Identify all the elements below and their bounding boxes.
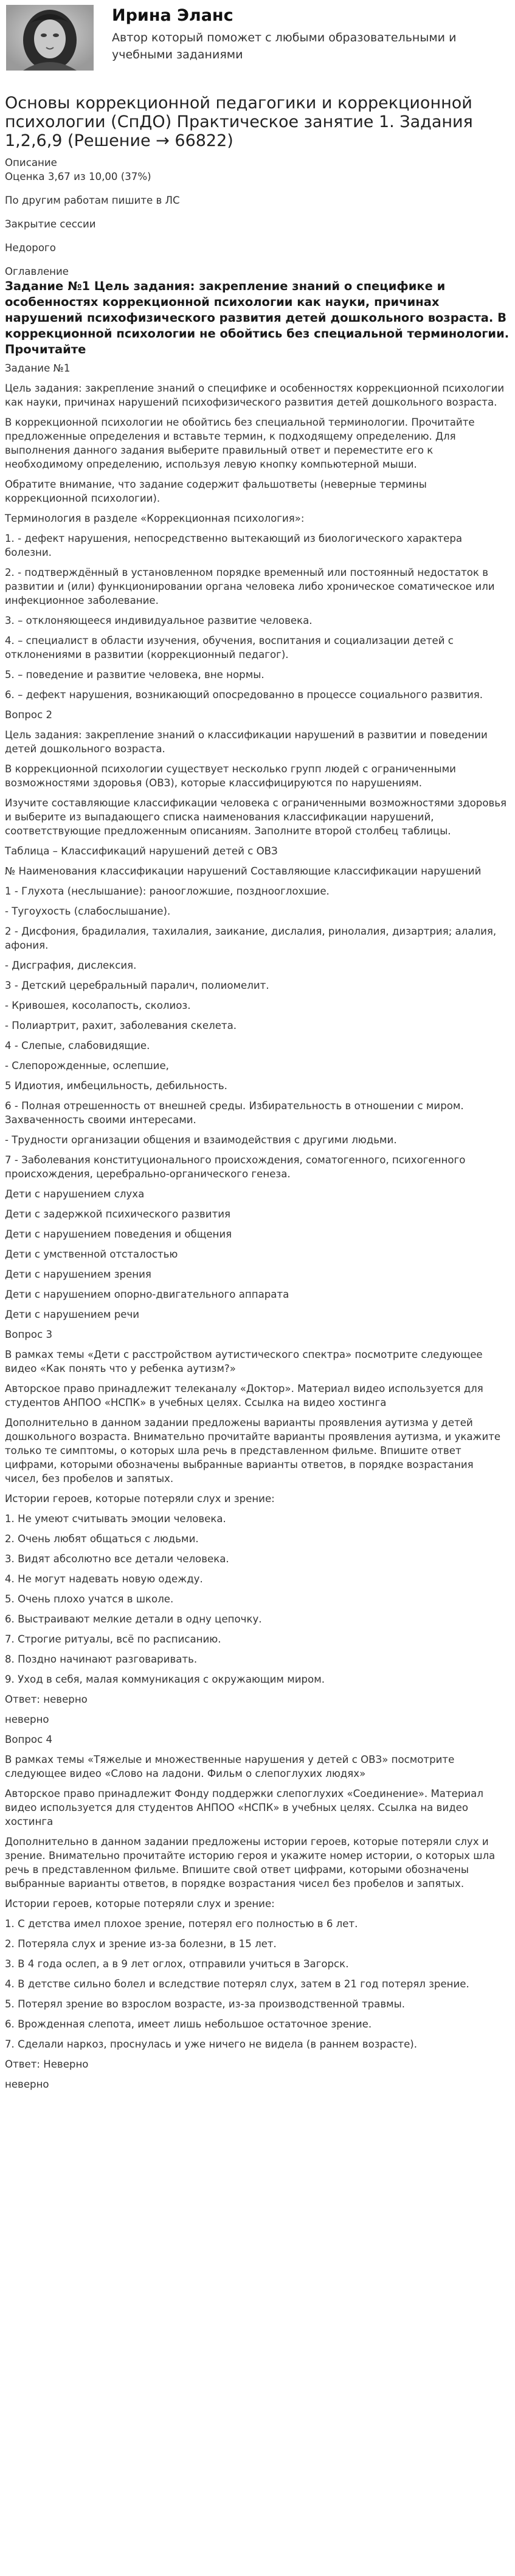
body-paragraph: Дети с умственной отсталостью — [5, 1248, 178, 1260]
contact-note: По другим работам пишите в ЛС — [5, 195, 180, 206]
body-paragraph: В коррекционной психологии существует несколько групп людей с ограниченными возможностями здоровья (ОВЗ), которые классифицируются по нарушениям. — [5, 763, 456, 789]
author-name[interactable]: Ирина Эланс — [112, 6, 233, 25]
author-description — [112, 29, 456, 63]
body-paragraph: 3. В 4 года ослеп, а в 9 лет оглох, отправили учиться в Загорск. — [5, 1958, 349, 1970]
body-paragraph: 3. – отклоняющееся индивидуальное развитие человека. — [5, 615, 313, 626]
body-paragraph: 6. – дефект нарушения, возникающий опосредованно в процессе социального развития. — [5, 689, 483, 701]
body-paragraph: В рамках темы «Тяжелые и множественные нарушения у детей с ОВЗ» посмотрите следующее видео «Слово на ладони. Фильм о слепоглухих людях» — [5, 1754, 455, 1779]
body-paragraph: 6. Врожденная слепота, имеет лишь небольшое остаточное зрение. — [5, 2018, 372, 2030]
author-avatar[interactable] — [6, 5, 94, 71]
body-paragraph: Задание №1 — [5, 362, 71, 374]
body-paragraph: 2 - Дисфония, брадилалия, тахилалия, заикание, дислалия, ринолалия, дизартрия; алалия, афония. — [5, 926, 497, 951]
body-paragraph: неверно — [5, 1714, 49, 1725]
body-paragraph: - Тугоухость (слабослышание). — [5, 905, 171, 917]
body-paragraph: 5 Идиотия, имбецильность, дебильность. — [5, 1080, 227, 1092]
body-paragraph: Дети с нарушением слуха — [5, 1188, 145, 1200]
body-paragraph: В рамках темы «Дети с расстройством аутистического спектра» посмотрите следующее видео «Как понять что у ребенка аутизм?» — [5, 1349, 483, 1374]
body-paragraph: Дети с нарушением опорно-двигательного аппарата — [5, 1289, 289, 1300]
price-label: Недорого — [5, 242, 56, 254]
body-paragraph: неверно — [5, 2079, 49, 2090]
document-body — [5, 361, 510, 2091]
body-paragraph: Ответ: неверно — [5, 1694, 88, 1705]
body-paragraph: 7. Строгие ритуалы, всё по расписанию. — [5, 1633, 221, 1645]
body-paragraph: 6. Выстраивают мелкие детали в одну цепочку. — [5, 1613, 262, 1625]
body-paragraph: 6 - Полная отрешенность от внешней среды. Избирательность в отношении с миром. Захваченность своими интересами. — [5, 1100, 464, 1126]
body-paragraph: - Дисграфия, дислексия. — [5, 960, 137, 971]
body-paragraph: - Кривошея, косолапость, сколиоз. — [5, 1000, 191, 1011]
body-paragraph: 3 - Детский церебральный паралич, полиомелит. — [5, 980, 269, 991]
author-header — [5, 0, 510, 73]
body-paragraph: Истории героев, которые потеряли слух и зрение: — [5, 1493, 275, 1504]
body-paragraph: Таблица – Классификаций нарушений детей с ОВЗ — [5, 845, 278, 857]
body-paragraph: 2. Потеряла слух и зрение из-за болезни, в 15 лет. — [5, 1938, 277, 1950]
body-paragraph: 5. – поведение и развитие человека, вне нормы. — [5, 669, 264, 680]
description-label: Описание — [5, 157, 57, 168]
body-paragraph: Дополнительно в данном задании предложены варианты проявления аутизма у детей дошкольного возраста. Внимательно прочитайте варианты проявления аутизма, и укажите только те симптомы, о которых шла речь в представленном фильме. Впишите ответ цифрами, которыми обозначены выбранные варианты ответов, в порядке возрастания чисел, без пробелов и запятых. — [5, 1417, 501, 1484]
author-info — [112, 5, 456, 63]
body-paragraph: Изучите составляющие классификации человека с ограниченными возможностями здоровья и выберите из выпадающего списка наименования классификации нарушений, соответствующие предложенным описаниям. Заполните второй столбец таблицы. — [5, 797, 507, 837]
body-paragraph: Дети с нарушением речи — [5, 1309, 140, 1320]
session-label: Закрытие сессии — [5, 218, 96, 230]
author-description-line: Автор который поможет с любыми образовательными и — [112, 31, 457, 44]
body-paragraph: Авторское право принадлежит Фонду поддержки слепоглухих «Соединение». Материал видео используется для студентов АНПОО «НСПК» в учебных целях. Ссылка на видео хостинга — [5, 1788, 483, 1827]
body-paragraph: Истории героев, которые потеряли слух и зрение: — [5, 1898, 275, 1909]
body-paragraph: Вопрос 3 — [5, 1329, 53, 1340]
body-paragraph: 1 - Глухота (неслышание): раноогложшие, позднооглохшие. — [5, 885, 330, 897]
body-paragraph: 2. - подтверждённый в установленном порядке временный или постоянный недостаток в развитии и (или) функционировании органа человека либо хроническое соматическое или инфекционное заболевание. — [5, 567, 495, 606]
body-paragraph: Дети с задержкой психического развития — [5, 1208, 231, 1220]
body-paragraph: 7. Сделали наркоз, проснулась и уже ничего не видела (в раннем возрасте). — [5, 2038, 418, 2050]
body-paragraph: 2. Очень любят общаться с людьми. — [5, 1533, 199, 1545]
body-paragraph: Авторское право принадлежит телеканалу «Доктор». Материал видео используется для студентов АНПОО «НСПК» в учебных целях. Ссылка на видео хостинга — [5, 1383, 483, 1408]
toc-label: Оглавление — [5, 266, 69, 277]
body-paragraph: 1. С детства имел плохое зрение, потерял его полностью в 6 лет. — [5, 1918, 358, 1930]
body-paragraph: Дети с нарушением поведения и общения — [5, 1228, 232, 1240]
body-paragraph: 4 - Слепые, слабовидящие. — [5, 1040, 150, 1051]
body-paragraph: 5. Очень плохо учатся в школе. — [5, 1593, 174, 1605]
body-paragraph: Вопрос 2 — [5, 709, 53, 721]
body-paragraph: Дети с нарушением зрения — [5, 1269, 151, 1280]
body-paragraph: 4. – специалист в области изучения, обучения, воспитания и социализации детей с отклонениями в развитии (коррекционный педагог). — [5, 635, 454, 660]
body-paragraph: 1. Не умеют считывать эмоции человека. — [5, 1513, 226, 1525]
body-paragraph: Обратите внимание, что задание содержит фальшответы (неверные термины коррекционной психологии). — [5, 479, 427, 504]
body-paragraph: Вопрос 4 — [5, 1734, 53, 1745]
document-title: Основы коррекционной педагогики и коррекционной психологии (СпДО) Практическое занятие 1. Задания 1,2,6,9 (Решение → 66822) — [5, 94, 473, 150]
author-description-line: учебными заданиями — [112, 48, 243, 61]
body-paragraph: № Наименования классификации нарушений Составляющие классификации нарушений — [5, 865, 482, 877]
body-paragraph: - Слепорожденные, ослепшие, — [5, 1060, 169, 1072]
body-paragraph: 3. Видят абсолютно все детали человека. — [5, 1553, 229, 1565]
body-paragraph: 9. Уход в себя, малая коммуникация с окружающим миром. — [5, 1674, 325, 1685]
body-paragraph: Дополнительно в данном задании предложены истории героев, которые потеряли слух и зрение. Внимательно прочитайте историю героя и укажите номер истории, о которых шла речь в представленном фильме. Впишите свой ответ цифрами, которыми обозначены выбранные варианты ответов, в порядке возрастания чисел без пробелов и запятых. — [5, 1836, 496, 1889]
body-paragraph: 4. Не могут надевать новую одежду. — [5, 1573, 203, 1585]
body-paragraph: В коррекционной психологии не обойтись без специальной терминологии. Прочитайте предложенные определения и вставьте термин, к подходящему определению. Для выполнения данного задания выберите правильный ответ и переместите его к необходимому определению, используя левую кнопку компьютерной мыши. — [5, 417, 475, 470]
body-paragraph: Ответ: Неверно — [5, 2058, 89, 2070]
body-paragraph: 7 - Заболевания конституционального происхождения, соматогенного, психогенного происхождения, церебрально-органического генеза. — [5, 1154, 466, 1180]
body-paragraph: 1. - дефект нарушения, непосредственно вытекающий из биологического характера болезни. — [5, 533, 463, 558]
body-paragraph: 8. Поздно начинают разговаривать. — [5, 1653, 198, 1665]
body-paragraph: Терминология в разделе «Коррекционная психология»: — [5, 513, 305, 524]
grade-text: Оценка 3,67 из 10,00 (37%) — [5, 171, 151, 182]
body-paragraph: Цель задания: закрепление знаний о классификации нарушений в развитии и поведении детей дошкольного возраста. — [5, 729, 488, 755]
body-paragraph: - Трудности организации общения и взаимодействия с другими людьми. — [5, 1134, 397, 1146]
task-1-heading: Задание №1 Цель задания: закрепление знаний о специфике и особенностях коррекционной психологии как науки, причинах нарушений психофизического развития детей дошкольного возраста. В коррекционной психологии не обойтись без специальной терминологии. Прочитайте — [5, 279, 510, 356]
body-paragraph: 5. Потерял зрение во взрослом возрасте, из-за производственной травмы. — [5, 1998, 406, 2010]
body-paragraph: 4. В детстве сильно болел и вследствие потерял слух, затем в 21 год потерял зрение. — [5, 1978, 469, 1990]
body-paragraph: - Полиартрит, рахит, заболевания скелета. — [5, 1020, 237, 1031]
body-paragraph: Цель задания: закрепление знаний о специфике и особенностях коррекционной психологии как науки, причинах нарушений психофизического развития детей дошкольного возраста. — [5, 383, 505, 408]
